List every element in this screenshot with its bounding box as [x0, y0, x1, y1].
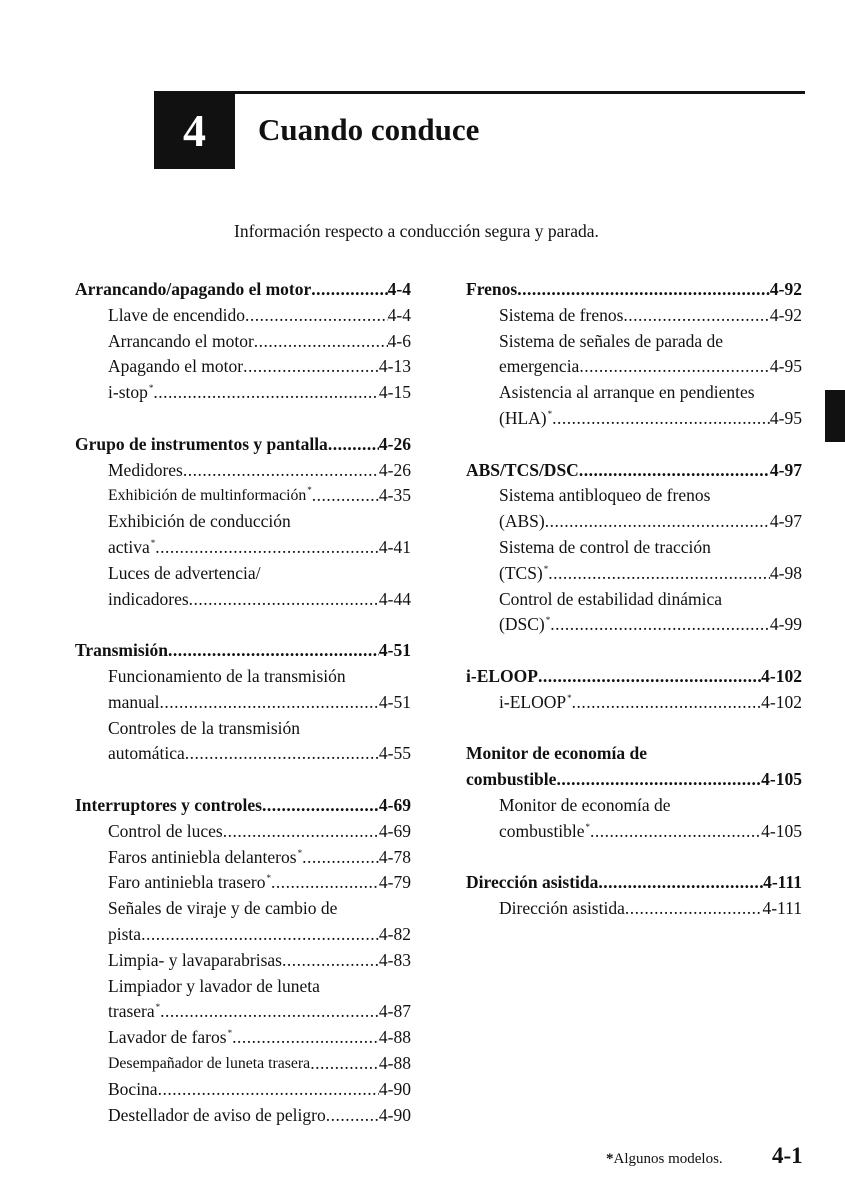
- toc-entry[interactable]: [75, 1051, 411, 1077]
- dot-leader: [189, 587, 379, 613]
- toc-page-ref: 4-111: [763, 872, 802, 893]
- toc-entry-label: [108, 716, 300, 742]
- toc-entry-text: Arrancando/apagando el motor: [75, 279, 312, 299]
- optional-model-marker: *: [545, 615, 551, 626]
- dot-leader: [311, 277, 387, 303]
- dot-leader: [538, 664, 761, 690]
- toc-page-ref: 4-102: [761, 691, 802, 712]
- toc-page-ref: 4-69: [378, 794, 411, 815]
- dot-leader: [302, 845, 379, 871]
- toc-entry[interactable]: [75, 896, 411, 922]
- dot-leader: [168, 638, 379, 664]
- toc-entry-text: Transmisión: [75, 640, 169, 661]
- toc-entry-label: [499, 612, 550, 638]
- toc-entry[interactable]: [75, 458, 411, 484]
- toc-entry[interactable]: [466, 380, 802, 406]
- toc-left-column: [75, 277, 411, 1154]
- toc-entry[interactable]: [75, 509, 411, 535]
- toc-entry-label: [466, 870, 598, 896]
- optional-model-marker: *: [547, 408, 553, 419]
- optional-model-marker: *: [148, 383, 154, 394]
- toc-section-heading[interactable]: [466, 741, 802, 767]
- toc-entry-text: Luces de advertencia/: [108, 562, 261, 583]
- toc-entry[interactable]: [466, 612, 802, 638]
- toc-entry[interactable]: [466, 535, 802, 561]
- toc-entry-text: trasera: [108, 1001, 155, 1022]
- toc-entry-label: [499, 793, 671, 819]
- toc-entry-label: [75, 638, 168, 664]
- toc-entry-text: Faro antiniebla trasero: [108, 872, 266, 893]
- toc-entry-text: Sistema de frenos: [499, 304, 624, 325]
- toc-entry-label: [108, 1025, 232, 1051]
- toc-entry-text: activa: [108, 536, 150, 557]
- toc-entry-text: ABS/TCS/DSC: [466, 459, 579, 480]
- toc-section: [75, 638, 411, 767]
- toc-entry-label: [499, 535, 711, 561]
- toc-entry-text: Apagando el motor: [108, 356, 244, 377]
- toc-page-ref: 4-4: [387, 279, 411, 299]
- dot-leader: [552, 406, 770, 432]
- toc-entry[interactable]: [466, 690, 802, 716]
- toc-entry-label: [499, 509, 545, 535]
- toc-entry-label: [108, 380, 153, 406]
- toc-section: [466, 458, 802, 639]
- dot-leader: [155, 535, 379, 561]
- toc-entry-text: (HLA): [499, 407, 547, 428]
- toc-entry-label: [108, 664, 346, 690]
- toc-page-ref: 4-55: [378, 743, 411, 764]
- toc-entry-label: [108, 896, 337, 922]
- toc-page-ref: 4-69: [378, 820, 411, 841]
- toc-entry[interactable]: [75, 999, 411, 1025]
- toc-entry[interactable]: [75, 303, 411, 329]
- toc-page-ref: 4-35: [378, 485, 411, 506]
- toc-section: [466, 277, 802, 432]
- toc-page-ref: 4-95: [769, 407, 802, 428]
- dot-leader: [590, 819, 761, 845]
- toc-entry[interactable]: [75, 690, 411, 716]
- toc-entry-label: [108, 483, 312, 509]
- toc-section: [75, 277, 411, 406]
- toc-entry-label: [499, 587, 722, 613]
- toc-entry-label: [108, 870, 271, 896]
- toc-entry[interactable]: [75, 716, 411, 742]
- dot-leader: [579, 354, 770, 380]
- toc-entry[interactable]: [75, 561, 411, 587]
- toc-entry-text: Frenos: [466, 279, 518, 299]
- toc-entry-text: Limpia- y lavaparabrisas: [108, 949, 282, 970]
- toc-entry-text: Funcionamiento de la transmisión: [108, 665, 346, 686]
- toc-entry-label: [108, 845, 302, 871]
- toc-entry-text: Controles de la transmisión: [108, 717, 300, 738]
- dot-leader: [158, 1077, 379, 1103]
- toc-page-ref: 4-82: [378, 923, 411, 944]
- toc-section-heading[interactable]: [466, 664, 802, 690]
- toc-entry-label: [499, 354, 579, 380]
- toc-entry[interactable]: [75, 483, 411, 509]
- toc-page-ref: 4-51: [378, 640, 411, 661]
- toc-entry-text: combustible: [499, 820, 585, 841]
- toc-right-column: [466, 277, 802, 948]
- toc-page-ref: 4-90: [378, 1078, 411, 1099]
- toc-entry-text: (ABS): [499, 511, 545, 532]
- dot-leader: [312, 483, 379, 509]
- toc-entry-label: [75, 432, 328, 458]
- optional-model-marker: *: [543, 563, 549, 574]
- dot-leader: [517, 277, 770, 303]
- toc-entry-text: (DSC): [499, 614, 545, 635]
- toc-page-ref: 4-92: [769, 304, 802, 325]
- toc-entry[interactable]: [75, 535, 411, 561]
- toc-page-ref: 4-97: [769, 459, 802, 480]
- toc-entry-text: Destellador de aviso de peligro: [108, 1104, 326, 1125]
- dot-leader: [572, 690, 762, 716]
- toc-entry-label: [108, 974, 320, 1000]
- dot-leader: [310, 1051, 379, 1077]
- toc-page-ref: 4-79: [378, 872, 411, 893]
- toc-entry-label: [108, 458, 183, 484]
- toc-entry[interactable]: [75, 741, 411, 767]
- toc-entry-text: manual: [108, 691, 160, 712]
- toc-entry-text: Señales de viraje y de cambio de: [108, 898, 338, 919]
- dot-leader: [548, 561, 770, 587]
- toc-entry-label: [108, 948, 282, 974]
- toc-entry-text: Dirección asistida: [466, 872, 599, 893]
- toc-page-ref: 4-95: [769, 356, 802, 377]
- toc-entry-label: [499, 819, 590, 845]
- optional-model-marker: *: [585, 821, 591, 832]
- toc-entry-text: i-ELOOP: [499, 691, 567, 712]
- toc-entry-text: Faros antiniebla delanteros: [108, 846, 297, 867]
- chapter-thumb-tab: [825, 390, 845, 442]
- toc-section-heading[interactable]: [75, 432, 411, 458]
- toc-page-ref: 4-6: [387, 330, 411, 351]
- toc-section-heading[interactable]: [75, 638, 411, 664]
- toc-entry-text: Medidores: [108, 459, 183, 480]
- toc-section: [466, 664, 802, 716]
- toc-entry[interactable]: [75, 1077, 411, 1103]
- dot-leader: [326, 1103, 379, 1129]
- dot-leader: [223, 819, 379, 845]
- toc-page-ref: 4-111: [762, 898, 802, 919]
- dot-leader: [185, 741, 379, 767]
- toc-entry-label: [499, 896, 625, 922]
- toc-entry[interactable]: [75, 922, 411, 948]
- toc-entry[interactable]: [466, 587, 802, 613]
- toc-entry[interactable]: [75, 819, 411, 845]
- dot-leader: [556, 767, 761, 793]
- toc-entry-text: Sistema de señales de parada de: [499, 330, 724, 351]
- toc-entry-label: [499, 561, 548, 587]
- toc-page-ref: 4-41: [378, 536, 411, 557]
- toc-entry-text: indicadores: [108, 588, 189, 609]
- toc-entry-label: [108, 587, 189, 613]
- page-number: 4-1: [772, 1143, 803, 1168]
- toc-entry[interactable]: [75, 1025, 411, 1051]
- dot-leader: [282, 948, 379, 974]
- toc-entry[interactable]: [75, 870, 411, 896]
- footnote: [606, 1151, 723, 1168]
- dot-leader: [153, 380, 379, 406]
- toc-page-ref: 4-44: [378, 588, 411, 609]
- toc-page-ref: 4-78: [378, 846, 411, 867]
- toc-entry-label: [108, 303, 245, 329]
- toc-entry-text: Exhibición de multinformación: [108, 487, 307, 505]
- optional-model-marker: *: [567, 692, 572, 703]
- toc-entry[interactable]: [75, 974, 411, 1000]
- toc-page-ref: 4-98: [769, 562, 802, 583]
- footnote-asterisk: *: [606, 1151, 614, 1167]
- dot-leader: [245, 303, 388, 329]
- toc-entry[interactable]: [466, 354, 802, 380]
- toc-page-ref: 4-102: [761, 665, 802, 686]
- toc-page-ref: 4-99: [769, 614, 802, 635]
- toc-page-ref: 4-26: [378, 433, 411, 454]
- toc-page-ref: 4-105: [761, 820, 802, 841]
- toc-page-ref: 4-97: [769, 511, 802, 532]
- toc-page-ref: 4-92: [769, 279, 802, 299]
- toc-entry-label: [466, 767, 556, 793]
- toc-entry-label: [108, 690, 160, 716]
- toc-page-ref: 4-88: [378, 1027, 411, 1048]
- dot-leader: [262, 793, 379, 819]
- toc-section: [466, 870, 802, 922]
- dot-leader: [598, 870, 763, 896]
- dot-leader: [328, 432, 379, 458]
- toc-entry-label: [108, 819, 223, 845]
- dot-leader: [243, 354, 379, 380]
- optional-model-marker: *: [266, 873, 271, 884]
- toc-entry-label: [499, 406, 552, 432]
- toc-entry-text: Interruptores y controles: [75, 794, 262, 815]
- toc-entry-text: Control de luces: [108, 820, 223, 841]
- dot-leader: [160, 999, 379, 1025]
- toc-entry[interactable]: [466, 329, 802, 355]
- optional-model-marker: *: [227, 1028, 233, 1039]
- toc-entry[interactable]: [75, 380, 411, 406]
- toc-entry-label: [499, 303, 623, 329]
- toc-entry[interactable]: [75, 354, 411, 380]
- toc-section-heading[interactable]: [466, 870, 802, 896]
- toc-entry-text: Arrancando el motor: [108, 330, 254, 351]
- toc-page-ref: 4-90: [378, 1104, 411, 1125]
- optional-model-marker: *: [307, 485, 312, 496]
- toc-entry-label: [108, 1077, 158, 1103]
- toc-page-ref: 4-87: [378, 1001, 411, 1022]
- toc-entry[interactable]: [466, 483, 802, 509]
- toc-entry-label: [108, 509, 291, 535]
- footnote-text: Algunos modelos.: [613, 1151, 723, 1167]
- chapter-intro: Información respecto a conducción segura y parada.: [234, 221, 599, 241]
- toc-page-ref: 4-26: [378, 459, 411, 480]
- toc-entry-text: Sistema antibloqueo de frenos: [499, 485, 711, 506]
- toc-entry-text: Asistencia al arranque en pendientes: [499, 382, 755, 403]
- toc-section-heading[interactable]: [75, 277, 411, 303]
- toc-page-ref: 4-13: [378, 356, 411, 377]
- toc-page-ref: 4-15: [378, 382, 411, 403]
- optional-model-marker: *: [297, 847, 303, 858]
- toc-entry-text: (TCS): [499, 562, 543, 583]
- optional-model-marker: *: [155, 1002, 161, 1013]
- toc-entry-text: Monitor de economía de: [466, 743, 647, 764]
- toc-entry-text: i-ELOOP: [466, 665, 538, 686]
- dot-leader: [232, 1025, 379, 1051]
- dot-leader: [254, 329, 388, 355]
- optional-model-marker: *: [150, 537, 156, 548]
- toc-entry[interactable]: [466, 303, 802, 329]
- toc-entry[interactable]: [466, 819, 802, 845]
- dot-leader: [183, 458, 379, 484]
- toc-entry-label: [466, 741, 647, 767]
- toc-entry-label: [499, 483, 710, 509]
- toc-entry[interactable]: [75, 587, 411, 613]
- toc-entry[interactable]: [466, 793, 802, 819]
- toc-entry-label: [108, 535, 155, 561]
- toc-entry-label: [108, 1103, 326, 1129]
- toc-entry[interactable]: [75, 664, 411, 690]
- chapter-title: Cuando conduce: [258, 112, 480, 147]
- toc-entry-text: Sistema de control de tracción: [499, 536, 711, 557]
- toc-page-ref: 4-4: [387, 304, 411, 325]
- header-rule: [234, 91, 805, 94]
- toc-entry-text: Grupo de instrumentos y pantalla: [75, 433, 328, 454]
- toc-entry-text: Dirección asistida: [499, 898, 625, 919]
- toc-entry-text: Limpiador y lavador de luneta: [108, 975, 320, 996]
- toc-entry-text: Monitor de economía de: [499, 794, 671, 815]
- toc-entry-text: Bocina: [108, 1078, 158, 1099]
- toc-entry[interactable]: [75, 845, 411, 871]
- toc-entry[interactable]: [75, 948, 411, 974]
- toc-section-heading[interactable]: [466, 767, 802, 793]
- toc-section: [466, 741, 802, 844]
- toc-entry-text: automática: [108, 743, 185, 764]
- dot-leader: [545, 509, 770, 535]
- toc-entry[interactable]: [466, 896, 802, 922]
- dot-leader: [160, 690, 379, 716]
- chapter-number-box: [154, 91, 235, 169]
- dot-leader: [550, 612, 770, 638]
- toc-entry-label: [75, 277, 311, 303]
- toc-entry-label: [75, 793, 262, 819]
- toc-entry-label: [108, 1051, 310, 1077]
- toc-entry-label: [499, 690, 572, 716]
- chapter-number: 4: [183, 104, 206, 156]
- toc-entry[interactable]: [466, 406, 802, 432]
- toc-page-ref: 4-88: [378, 1052, 411, 1073]
- toc-page-ref: 4-51: [378, 691, 411, 712]
- toc-page-ref: 4-83: [378, 949, 411, 970]
- dot-leader: [141, 922, 379, 948]
- dot-leader: [625, 896, 763, 922]
- toc-entry-text: Desempañador de luneta trasera: [108, 1054, 311, 1072]
- toc-entry-label: [108, 561, 261, 587]
- toc-section-heading[interactable]: [75, 793, 411, 819]
- toc-entry-text: Exhibición de conducción: [108, 511, 291, 532]
- toc-entry-label: [108, 922, 141, 948]
- toc-entry[interactable]: [466, 509, 802, 535]
- toc-entry-label: [108, 329, 254, 355]
- toc-entry[interactable]: [75, 1103, 411, 1129]
- toc-entry-label: [466, 664, 538, 690]
- toc-entry-text: i-stop: [108, 382, 148, 403]
- toc-entry-label: [499, 329, 723, 355]
- toc-entry-text: Control de estabilidad dinámica: [499, 588, 723, 609]
- dot-leader: [623, 303, 770, 329]
- toc-entry-text: Lavador de faros: [108, 1027, 227, 1048]
- toc-entry-label: [466, 277, 517, 303]
- toc-section-heading[interactable]: [466, 277, 802, 303]
- toc-entry-label: [108, 999, 160, 1025]
- toc-section: [75, 793, 411, 1128]
- dot-leader: [579, 458, 770, 484]
- toc-page-ref: 4-105: [761, 769, 802, 790]
- toc-entry-label: [108, 354, 243, 380]
- toc-entry[interactable]: [75, 329, 411, 355]
- toc-entry-text: combustible: [466, 769, 557, 790]
- toc-entry[interactable]: [466, 561, 802, 587]
- toc-entry-label: [499, 380, 755, 406]
- dot-leader: [271, 870, 379, 896]
- toc-entry-label: [466, 458, 579, 484]
- toc-entry-text: Llave de encendido: [108, 304, 246, 325]
- toc-entry-text: pista: [108, 923, 142, 944]
- toc-entry-text: emergencia: [499, 356, 580, 377]
- toc-entry-label: [108, 741, 185, 767]
- toc-section: [75, 432, 411, 613]
- toc-section-heading[interactable]: [466, 458, 802, 484]
